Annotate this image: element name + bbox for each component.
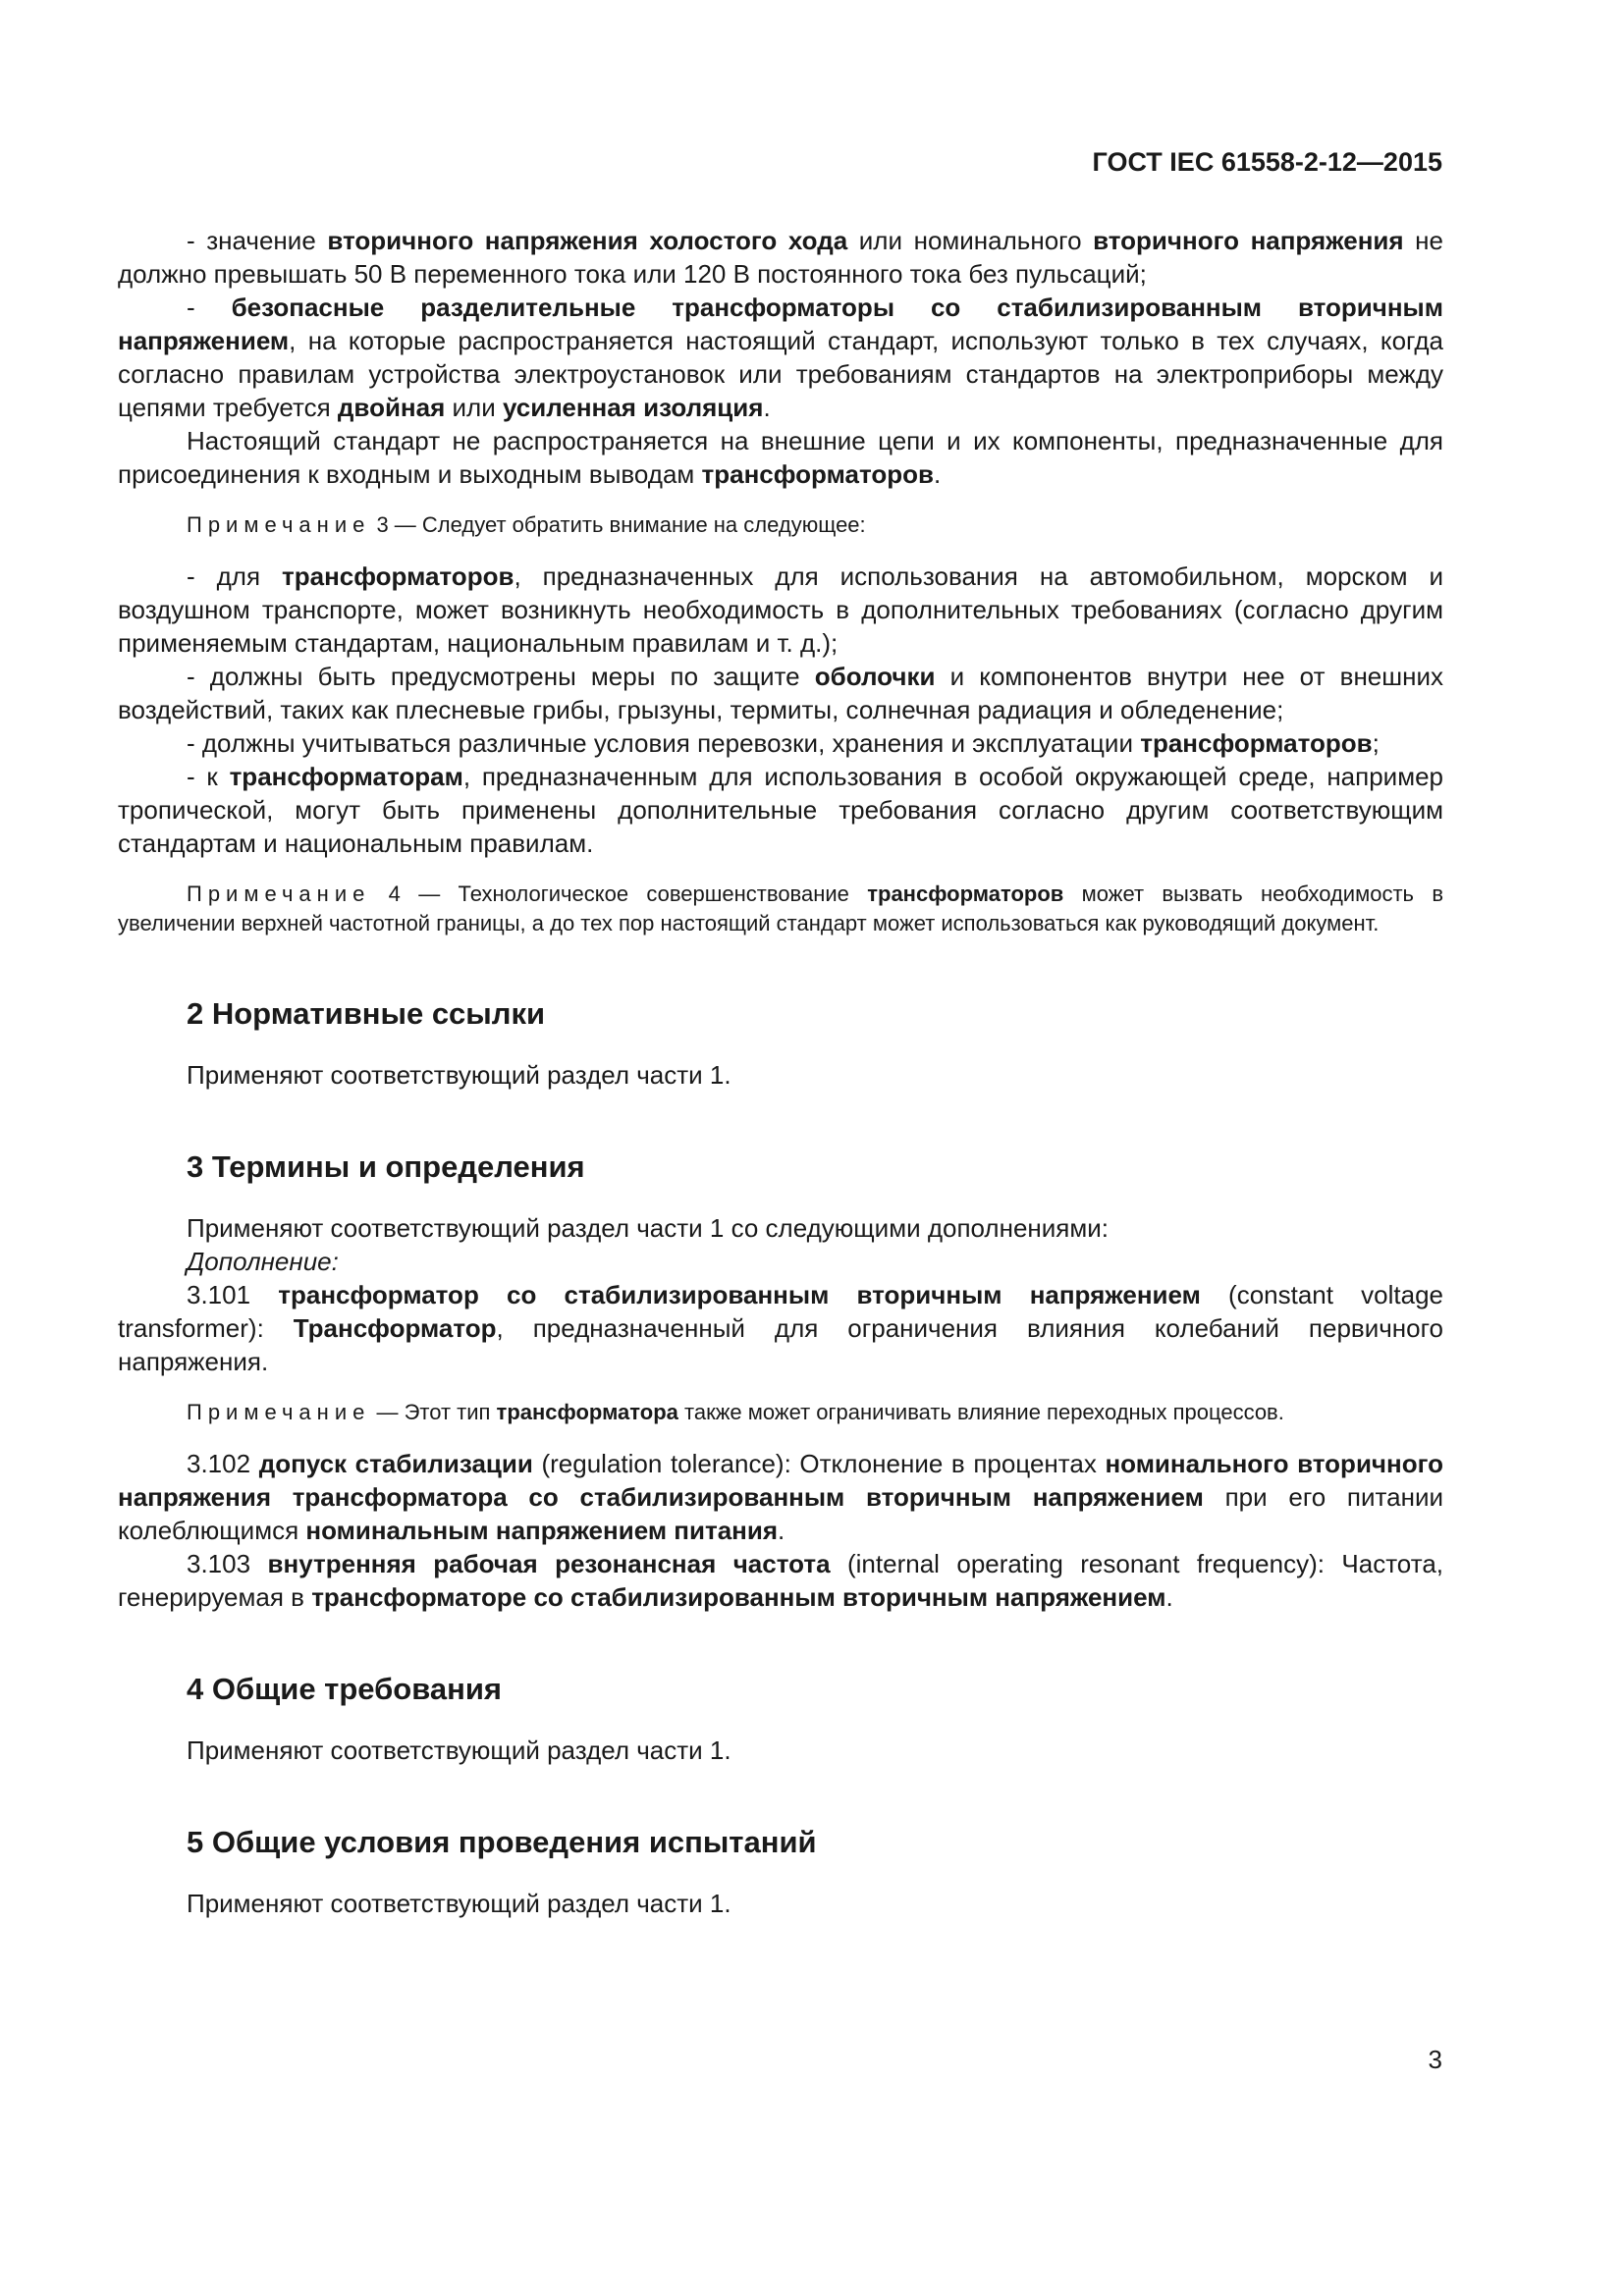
- section-3-addition: Дополнение:: [187, 1247, 339, 1276]
- text-run: , предназначенных для использования на автомобильном, морском и воздушном транспорте, может возникнуть необходимость в дополнительных требованиях (согласно другим применяемым стандартам, национальным правилам и т. д.);: [118, 561, 1444, 658]
- paragraph-transport: [118, 560, 1443, 660]
- note-3: [118, 510, 1443, 540]
- term-highlight: трансформатор со стабилизированным вторичным напряжением: [278, 1280, 1201, 1309]
- section-3-intro: Применяют соответствующий раздел части 1 со следующими дополнениями:: [187, 1213, 1109, 1243]
- text-run: (regulation tolerance): Отклонение в процентах: [532, 1449, 1106, 1478]
- text-run: ;: [1372, 728, 1380, 758]
- term-3-101: [118, 1278, 1443, 1378]
- term-number: 3.103: [187, 1549, 268, 1578]
- text-run: может вызвать необходимость в увеличении верхней частотной границы, а до тех пор настоящий стандарт может использоваться как руководящий документ.: [118, 881, 1444, 935]
- note-label: Примечание: [187, 881, 371, 906]
- text-run: .: [763, 393, 771, 422]
- text-run: - должны быть предусмотрены меры по защите: [187, 662, 815, 691]
- text-run: и компонентов внутри нее от внешних воздействий, таких как плесневые грибы, грызуны, термиты, солнечная радиация и обледенение;: [118, 662, 1444, 724]
- text-run: не должно превышать 50 В переменного тока или 120 В постоянного тока без пульсаций;: [118, 226, 1443, 289]
- term-number: 3.101: [187, 1280, 279, 1309]
- term-number: 3.102: [187, 1449, 259, 1478]
- text-run: (constant voltage transformer):: [118, 1280, 1443, 1343]
- paragraph-safety-transformers: [118, 291, 1443, 424]
- paragraph-enclosure: [118, 660, 1443, 726]
- term-highlight: вторичного напряжения: [1093, 226, 1404, 255]
- text-run: (internal operating resonant frequency): Частота, генерируемая в: [118, 1549, 1444, 1612]
- term-highlight: вторичного напряжения холостого хода: [327, 226, 848, 255]
- text-run: , предназначенный для ограничения влияния колебаний первичного напряжения.: [118, 1313, 1443, 1376]
- text-run: Настоящий стандарт не распространяется на внешние цепи и их компоненты, предназначенные для присоединения к входным и выходным выводам: [118, 426, 1443, 489]
- text-run: также может ограничивать влияние переходных процессов.: [677, 1400, 1284, 1424]
- term-highlight: номинального вторичного напряжения трансформатора со стабилизированным вторичным напряжением: [118, 1449, 1443, 1512]
- section-2-text: Применяют соответствующий раздел части 1.: [187, 1060, 731, 1090]
- term-highlight: оболочки: [814, 662, 936, 691]
- term-highlight: трансформаторам: [229, 762, 463, 791]
- text-run: - к: [187, 762, 230, 791]
- paragraph-secondary-voltage: [118, 224, 1443, 291]
- text-run: .: [1165, 1582, 1173, 1612]
- text-run: при его питании колеблющимся: [118, 1482, 1443, 1545]
- document-body: [118, 224, 1443, 1920]
- paragraph-scope-exclusion: [118, 424, 1443, 491]
- text-run: , предназначенным для использования в особой окружающей среде, например тропической, могут быть применены дополнительные требования согласно другим соответствующим стандартам и национальным правилам.: [118, 762, 1443, 858]
- text-run: , на которые распространяется настоящий стандарт, используют только в тех случаях, когда согласно правилам устройства электроустановок или требованиям стандартов на электроприборы между цепями требуется: [118, 326, 1443, 422]
- note-label: Примечание: [187, 512, 371, 537]
- term-highlight: внутренняя рабочая резонансная частота: [267, 1549, 831, 1578]
- term-3-102: [118, 1447, 1443, 1547]
- text-run: .: [933, 459, 942, 489]
- section-heading-3: 3 Термины и определения: [187, 1149, 585, 1184]
- term-highlight: Трансформатор: [293, 1313, 497, 1343]
- term-3-103: [118, 1547, 1443, 1614]
- section-heading-5: 5 Общие условия проведения испытаний: [187, 1825, 817, 1859]
- paragraph-environment: [118, 760, 1443, 860]
- term-highlight: трансформатора: [496, 1400, 678, 1424]
- section-4-text: Применяют соответствующий раздел части 1.: [187, 1735, 731, 1765]
- paragraph-conditions: [118, 726, 1443, 760]
- term-highlight: допуск стабилизации: [258, 1449, 533, 1478]
- term-highlight: номинальным напряжением питания: [305, 1516, 779, 1545]
- term-highlight: трансформаторов: [701, 459, 934, 489]
- term-highlight: трансформаторов: [867, 881, 1064, 906]
- text-run: -: [187, 293, 232, 322]
- text-run: 4 — Технологическое совершенствование: [370, 881, 868, 906]
- text-run: 3 — Следует обратить внимание на следующее:: [370, 512, 866, 537]
- document-code: ГОСТ IEC 61558-2-12—2015: [1092, 147, 1442, 177]
- term-highlight: трансформаторов: [282, 561, 514, 591]
- term-highlight: безопасные разделительные трансформаторы со стабилизированным вторичным напряжением: [118, 293, 1443, 355]
- text-run: — Этот тип: [370, 1400, 497, 1424]
- text-run: - для: [187, 561, 282, 591]
- text-run: или: [445, 393, 503, 422]
- term-highlight: усиленная изоляция: [502, 393, 764, 422]
- term-highlight: трансформаторов: [1140, 728, 1373, 758]
- term-highlight: трансформаторе со стабилизированным вторичным напряжением: [311, 1582, 1166, 1612]
- note-label: Примечание: [187, 1400, 371, 1424]
- text-run: - значение: [187, 226, 328, 255]
- text-run: - должны учитываться различные условия перевозки, хранения и эксплуатации: [187, 728, 1141, 758]
- page-number: 3: [1428, 2045, 1442, 2074]
- section-5-text: Применяют соответствующий раздел части 1.: [187, 1889, 731, 1918]
- section-heading-4: 4 Общие требования: [187, 1672, 502, 1706]
- term-highlight: двойная: [337, 393, 446, 422]
- note-3-101: [118, 1398, 1443, 1427]
- text-run: .: [778, 1516, 785, 1545]
- note-4: [118, 880, 1443, 938]
- section-heading-2: 2 Нормативные ссылки: [187, 996, 546, 1031]
- text-run: или номинального: [847, 226, 1094, 255]
